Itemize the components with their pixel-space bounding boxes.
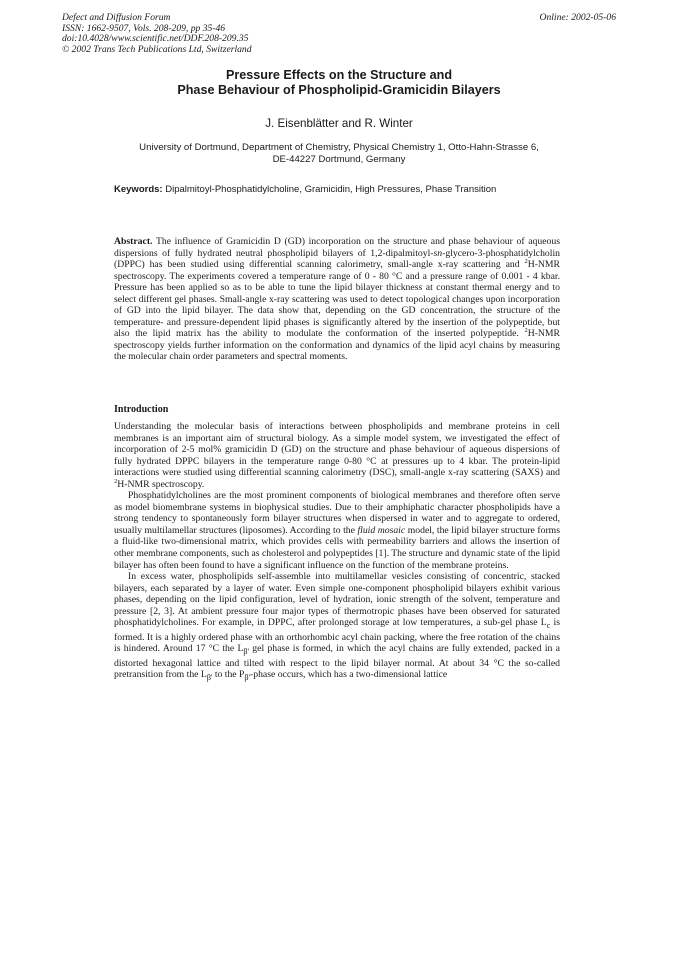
introduction-heading: Introduction [114,404,169,415]
intro-paragraph-1 [114,421,560,490]
intro-p3-text-2: is formed. It is a highly ordered phase with an orthorhombic acyl chain packing, where the free rotation of the chains is hindered. Around 17 °C the L [114,617,560,655]
intro-p3-text-4: to the P [212,669,245,681]
keywords [114,184,496,195]
doi-line: doi:10.4028/www.scientific.net/DDF.208-209.35 [62,33,249,45]
intro-paragraph-2 [114,490,560,571]
intro-p1-sup: 2 [114,477,118,485]
affiliation-line-2: DE-44227 Dortmund, Germany [272,153,406,165]
issn-line: ISSN: 1662-9507, Vols. 208-209, pp 35-46 [62,22,226,34]
paper-title [0,68,678,99]
intro-p2-text-1: Phosphatidylcholines are the most prominent components of biological membranes and therefore often serve as model biomembrane systems in biophysical studies. Due to their amphiphatic character phospholipids have a strong tendency to spontaneously form bilayer structures when dispersed in water and to aggregate to ordered, usually multilamellar structures (liposomes). According to the [114,490,560,536]
intro-p3-text-5: -phase occurs, which has a two-dimensional lattice [250,669,448,681]
title-line-2: Phase Behaviour of Phospholipid-Gramicidin Bilayers [177,83,501,98]
intro-p3-sub-2: β' [243,647,249,657]
keywords-label: Keywords: [114,184,163,195]
intro-p1-text-1: Understanding the molecular basis of interactions between phospholipids and membrane proteins in cell membranes is an important aim of structural biology. As a simple model system, we investigated the effect of incorporation of 2-5 mol% gramicidin D (GD) on the structure and phase behaviour of aqueous dispersions of fully hydrated DPPC bilayers in the temperature range 0-80 °C at pressures up to 4 kbar. The protein-lipid interactions were studied using differential scanning calorimetry (DSC), small-angle x-ray scattering (SAXS) and [114,421,560,479]
affiliation [0,142,678,165]
abstract-text-1: The influence of Gramicidin D (GD) incorporation on the structure and phase behaviour of aqueous dispersions of fully hydrated neutral phospholipid bilayers of 1,2-dipalmitoyl- [114,236,560,259]
intro-paragraph-3 [114,571,560,684]
affiliation-line-1: University of Dortmund, Department of Chemistry, Physical Chemistry 1, Otto-Hahn-Strasse 6, [139,142,539,153]
introduction-body [114,421,560,684]
keywords-text: Dipalmitoyl-Phosphatidylcholine, Gramicidin, High Pressures, Phase Transition [165,184,497,195]
abstract-text-4: H-NMR spectroscopy yields further information on the conformation and dynamics of the lipid acyl chains by measuring the molecular chain order parameters and spectral moments. [114,328,560,363]
intro-p3-sub-1: c [546,621,551,631]
abstract-label: Abstract. [114,236,153,247]
abstract-text-2: -glycero-3-phosphatidylcholin (DPPC) has been studied using differential scanning calorimetry, small-angle x-ray scattering and [114,247,560,271]
journal-header [62,13,622,55]
authors: J. Eisenblätter and R. Winter [265,117,413,130]
abstract-sn: sn [433,247,443,259]
intro-p3-text-3: gel phase is formed, in which the acyl chains are fully extended, packed in a distorted hexagonal lattice and tilted with respect to the lipid bilayer normal. At about 34 °C the so-called pretransition from the L [114,643,560,681]
intro-p3-sub-4: β' [244,673,250,683]
intro-p2-emphasis: fluid mosaic [357,524,406,536]
intro-p1-text-2: H-NMR spectroscopy. [117,478,205,490]
intro-p3-text-1: In excess water, phospholipids self-assemble into multilamellar vesicles consisting of concentric, stacked bilayers, each separated by a layer of water. Even simple one-component phospholipid bilayers exhibit various phases, depending on the lipid configuration, level of hydration, ionic strength of the solvent, temperature and pressure [2, 3]. At ambient pressure four major types of thermotropic phases have been observed for saturated phosphatidylcholines. For example, in DPPC, after prolonged storage at low temperatures, a sub-gel phase L [114,571,560,629]
intro-p3-sub-3: β' [206,673,213,683]
abstract-sup-2: 2 [524,327,528,335]
intro-p2-text-2: model, the lipid bilayer structure forms a fluid-like two-dimensional matrix, which provides cells with permeability barriers and allows the insertion of other membrane components, such as cholesterol and polypeptides [1]. The structure and dynamic state of the lipid bilayer has often been found to have a significant influence on the function of the membrane proteins. [114,524,560,571]
abstract-sup-1: 2 [524,257,528,265]
abstract [114,236,560,363]
copyright-line: © 2002 Trans Tech Publications Ltd, Switzerland [62,43,252,55]
abstract-text-3: H-NMR spectroscopy. The experiments covered a temperature range of 0 - 80 °C and a pressure range of 0.001 - 4 kbar. Pressure has been applied so as to be able to tune the lipid bilayer thickness at constant thermal energy and to select different gel phases. Small-angle x-ray scattering was used to detect topological changes upon incorporation of GD into the lipid bilayer. The data show that, depending on the GD concentration, the structure of the temperature- and pressure-dependent lipid phases is significantly altered by the insertion of the polypeptide, but also the lipid matrix has the ability to modulate the conformation of the inserted polypeptide. [114,259,560,340]
online-date: Online: 2002-05-06 [539,12,616,23]
journal-name: Defect and Diffusion Forum [62,12,171,23]
title-line-1: Pressure Effects on the Structure and [225,68,453,82]
